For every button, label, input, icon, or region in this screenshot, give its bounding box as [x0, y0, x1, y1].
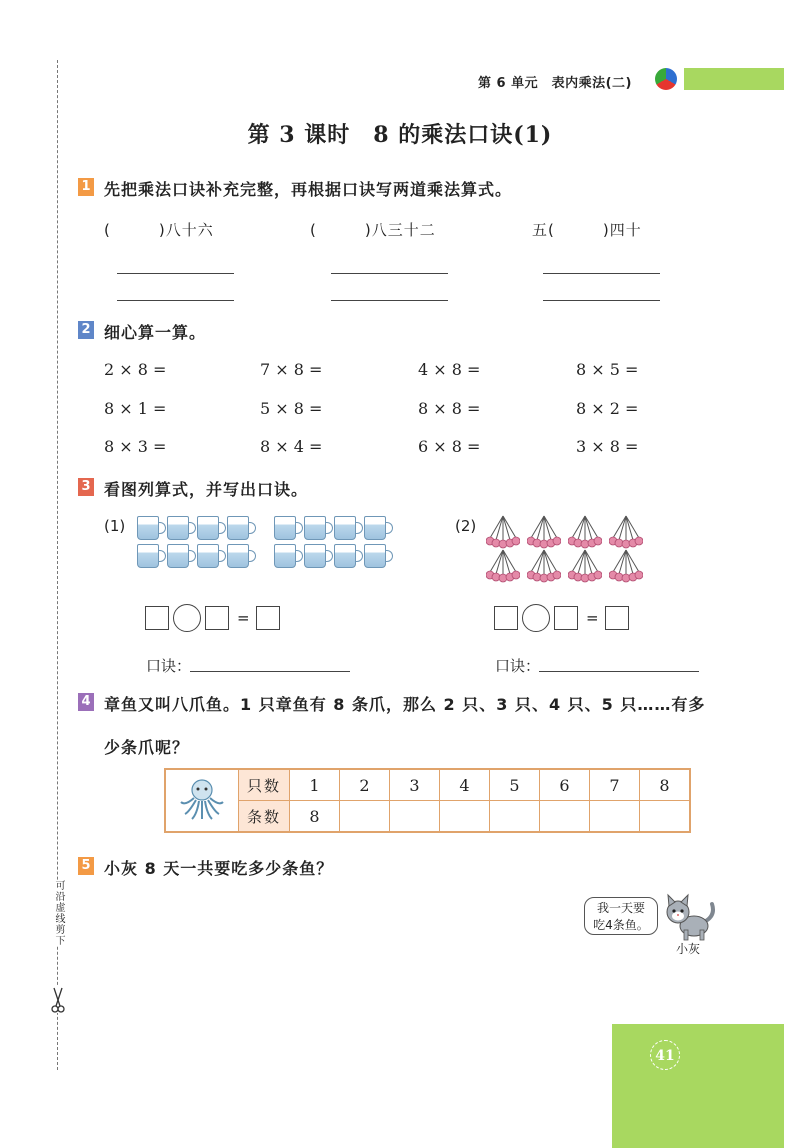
cup-icon — [364, 516, 386, 540]
mnemonic-1: ( )八十六 — [104, 221, 214, 239]
answer-box[interactable] — [256, 606, 280, 630]
part-1-label: (1) — [104, 517, 126, 535]
berry-bunch-icon — [486, 514, 520, 550]
question-4-text-line1: 章鱼又叫八爪鱼。1 只章鱼有 8 条爪，那么 2 只、3 只、4 只、5 只……有多 — [104, 695, 706, 714]
answer-box[interactable] — [605, 606, 629, 630]
bubble-line-2: 吃4条鱼。 — [593, 918, 649, 932]
table-cell: 8 — [290, 801, 340, 833]
answer-line[interactable] — [117, 300, 234, 301]
bubble-line-1: 我一天要 — [596, 901, 645, 915]
berry-bunch-icon — [568, 514, 602, 550]
mnemonic-3: 五( )四十 — [532, 221, 642, 239]
unit-label: 第 6 单元 表内乘法(二) — [478, 76, 632, 91]
answer-box[interactable] — [145, 606, 169, 630]
equation: 8 × 3 = — [104, 437, 167, 456]
equals-sign: = — [237, 609, 250, 627]
mnemonic-2: ( )八三十二 — [310, 221, 436, 239]
question-2-badge: 2 — [78, 321, 94, 339]
octopus-cell — [165, 769, 239, 832]
cat-icon — [660, 892, 718, 942]
berry-bunch-icon — [486, 548, 520, 584]
equation: 8 × 8 = — [418, 399, 481, 418]
cup-icon — [334, 516, 356, 540]
row-header-count: 只数 — [239, 769, 290, 801]
mnemonic-label: 口诀： — [146, 657, 192, 675]
answer-box[interactable] — [205, 606, 229, 630]
cup-icon — [197, 516, 219, 540]
table-cell: 4 — [440, 769, 490, 801]
answer-cell[interactable] — [490, 801, 540, 833]
mnemonic-answer-line[interactable] — [190, 671, 350, 672]
answer-line[interactable] — [331, 300, 448, 301]
equation: 8 × 4 = — [260, 437, 323, 456]
equation: 8 × 1 = — [104, 399, 167, 418]
answer-line[interactable] — [117, 273, 234, 274]
cup-icon — [304, 516, 326, 540]
berry-bunch-icon — [527, 514, 561, 550]
berry-bunch-icon — [609, 514, 643, 550]
unit-color-ball-icon — [655, 68, 677, 90]
table-cell: 6 — [540, 769, 590, 801]
page-number-block — [612, 1024, 784, 1148]
cup-icon — [274, 516, 296, 540]
answer-cell[interactable] — [590, 801, 640, 833]
equation: 4 × 8 = — [418, 360, 481, 379]
berry-bunch-icon — [527, 548, 561, 584]
question-3-badge: 3 — [78, 478, 94, 496]
answer-line[interactable] — [543, 300, 660, 301]
equation: 7 × 8 = — [260, 360, 323, 379]
page-title: 第 3 课时 8 的乘法口诀(1) — [247, 122, 553, 148]
equation: 8 × 5 = — [576, 360, 639, 379]
cup-icon — [197, 544, 219, 568]
question-1-badge: 1 — [78, 178, 94, 196]
octopus-icon — [177, 776, 227, 822]
mnemonic-label: 口诀： — [495, 657, 541, 675]
cup-icon — [334, 544, 356, 568]
answer-cell[interactable] — [540, 801, 590, 833]
part-2-label: (2) — [455, 517, 477, 535]
mnemonic-answer-line[interactable] — [539, 671, 699, 672]
cup-icon — [227, 516, 249, 540]
answer-line[interactable] — [543, 273, 660, 274]
speech-bubble — [584, 897, 658, 935]
cat-name: 小灰 — [676, 942, 701, 956]
table-cell: 8 — [640, 769, 691, 801]
answer-cell[interactable] — [440, 801, 490, 833]
header-green-bar — [684, 68, 784, 90]
operator-circle[interactable] — [173, 604, 201, 632]
cut-instruction: 可沿虚线剪下 — [50, 880, 64, 946]
question-4-text-line2: 少条爪呢？ — [104, 738, 190, 757]
answer-box[interactable] — [494, 606, 518, 630]
equation: 3 × 8 = — [576, 437, 639, 456]
equation: 6 × 8 = — [418, 437, 481, 456]
page-number: 41 — [650, 1040, 680, 1070]
answer-line[interactable] — [331, 273, 448, 274]
cup-icon — [167, 544, 189, 568]
equation: 8 × 2 = — [576, 399, 639, 418]
equals-sign: = — [586, 609, 599, 627]
berry-bunch-icon — [568, 548, 602, 584]
question-5-text: 小灰 8 天一共要吃多少条鱼？ — [104, 859, 334, 878]
octopus-table — [164, 768, 691, 833]
table-cell: 2 — [340, 769, 390, 801]
question-1-text: 先把乘法口诀补充完整，再根据口诀写两道乘法算式。 — [104, 180, 513, 199]
cup-icon — [274, 544, 296, 568]
operator-circle[interactable] — [522, 604, 550, 632]
cup-icon — [227, 544, 249, 568]
answer-cell[interactable] — [390, 801, 440, 833]
row-header-legs: 条数 — [239, 801, 290, 833]
answer-box[interactable] — [554, 606, 578, 630]
equation: 5 × 8 = — [260, 399, 323, 418]
scissors-icon — [50, 985, 66, 1013]
table-cell: 3 — [390, 769, 440, 801]
berry-bunch-icon — [609, 548, 643, 584]
table-cell: 1 — [290, 769, 340, 801]
question-3-text: 看图列算式，并写出口诀。 — [104, 480, 309, 499]
cup-icon — [167, 516, 189, 540]
cup-icon — [304, 544, 326, 568]
cup-icon — [137, 516, 159, 540]
equation: 2 × 8 = — [104, 360, 167, 379]
question-5-badge: 5 — [78, 857, 94, 875]
answer-cell[interactable] — [640, 801, 691, 833]
answer-cell[interactable] — [340, 801, 390, 833]
cup-icon — [137, 544, 159, 568]
table-cell: 5 — [490, 769, 540, 801]
question-2-text: 细心算一算。 — [104, 323, 207, 342]
cups-picture — [137, 516, 397, 572]
question-4-badge: 4 — [78, 693, 94, 711]
cup-icon — [364, 544, 386, 568]
table-cell: 7 — [590, 769, 640, 801]
